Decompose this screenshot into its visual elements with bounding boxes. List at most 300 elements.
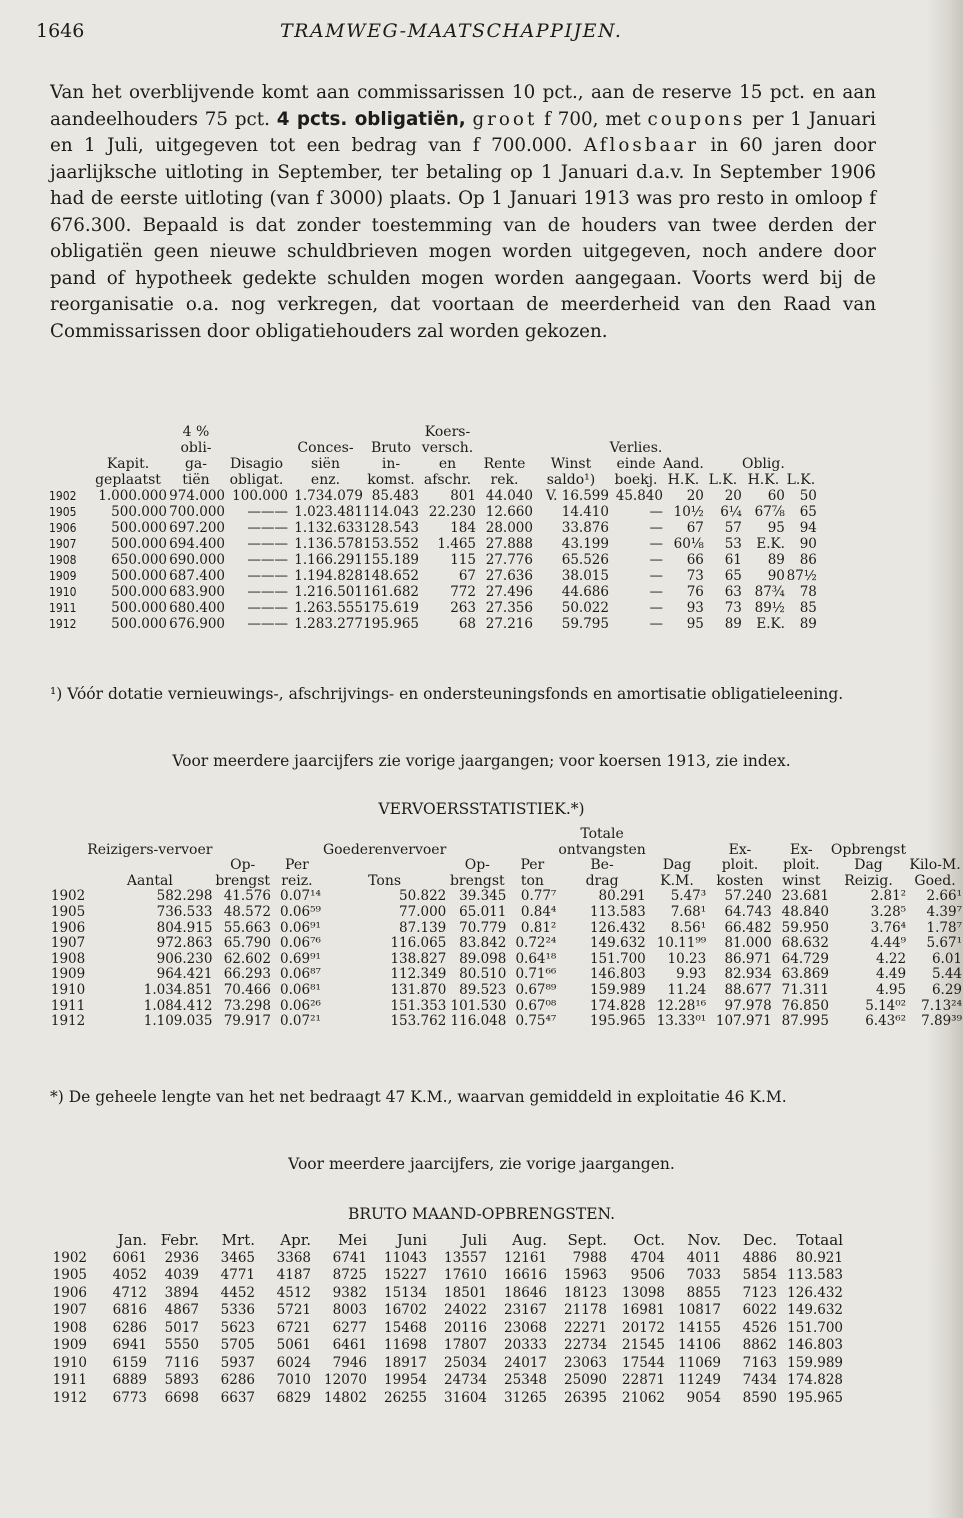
table-cell	[647, 827, 707, 843]
table-cell: Kilo-M.	[909, 857, 961, 874]
table-cell: 500.000	[111, 504, 167, 520]
table-cell: drag	[585, 872, 619, 889]
para-bold-heading: 4 pcts. obligatiën,	[276, 108, 466, 130]
table-row	[49, 967, 963, 983]
table-cell: 20	[686, 488, 704, 504]
table-cell: 94	[799, 520, 817, 536]
table-cell: 500.000	[111, 600, 167, 616]
table-cell: 0.06²⁶	[280, 997, 321, 1014]
table-cell: 20333	[504, 1337, 547, 1353]
table-header-cell: Totaal	[796, 1231, 843, 1249]
para-text-3: f 700, met	[537, 108, 648, 130]
table-cell	[272, 843, 322, 859]
table-cell: 1906	[52, 1284, 87, 1301]
table-header-cell: Juli	[461, 1231, 487, 1249]
para-spaced-1: groot	[472, 108, 538, 130]
table-cell: 76	[686, 584, 704, 600]
table-cell: 7.89³⁹	[921, 1013, 962, 1030]
table-cell: 38.015	[561, 568, 609, 584]
table-cell: 6.43⁶²	[865, 1013, 907, 1030]
table-cell: 680.400	[169, 600, 225, 616]
table-cell: 3.28⁵	[870, 903, 907, 920]
table-cell: 582.298	[156, 888, 213, 905]
table-cell: 22734	[564, 1337, 607, 1353]
table-cell: 76.850	[781, 997, 829, 1014]
table-cell: 2.66¹	[926, 888, 962, 905]
table-cell: 83.842	[459, 935, 507, 952]
table-cell: 146.803	[589, 966, 646, 983]
table-cell: 6941	[112, 1337, 147, 1353]
table-cell: 694.400	[169, 536, 225, 552]
table-cell: 4886	[742, 1249, 777, 1266]
table-cell	[647, 843, 707, 859]
table-cell: ga-	[184, 456, 208, 472]
table-cell	[49, 440, 89, 456]
table-cell: 3.76⁴	[870, 919, 907, 936]
table-cell: 14.410	[561, 504, 609, 520]
table-cell	[89, 424, 167, 440]
table-cell: brengst	[215, 872, 271, 889]
table-cell: 6773	[112, 1389, 147, 1406]
table-cell: 151.353	[390, 997, 447, 1014]
table-cell: 0.71⁶⁶	[515, 966, 557, 983]
table-cell: 67	[686, 520, 704, 536]
table-cell: 43.199	[561, 536, 609, 552]
table-cell	[89, 440, 167, 456]
table-cell: 4771	[220, 1267, 255, 1283]
monthly-revenue-title: BRUTO MAAND-OPBRENGSTEN.	[347, 1205, 616, 1223]
table-cell: 1908	[52, 1319, 87, 1336]
table-cell: 4526	[742, 1319, 777, 1336]
table-cell: 8855	[686, 1284, 721, 1301]
table-cell: 5.44	[931, 966, 962, 983]
table-cell: 27.636	[485, 568, 533, 584]
table-header-cell	[49, 1232, 89, 1250]
table-cell: 5937	[220, 1354, 255, 1371]
table-cell: K.M.	[660, 872, 694, 889]
table-cell: 93	[686, 600, 704, 616]
table-cell: 6022	[742, 1302, 777, 1318]
table-cell	[663, 424, 704, 440]
table-cell: 66.482	[724, 919, 772, 936]
table-cell: 6461	[332, 1337, 367, 1353]
table-cell	[507, 843, 557, 859]
table-cell: 1911	[50, 997, 86, 1014]
table-cell: 27.216	[485, 616, 533, 632]
table-cell: 33.876	[561, 520, 609, 536]
table-cell: Aantal	[126, 872, 173, 889]
table-cell: 25034	[444, 1354, 487, 1371]
table-cell: 149.632	[589, 935, 646, 952]
table-row	[49, 889, 963, 905]
table-cell: —	[649, 536, 663, 552]
table-cell: 4039	[164, 1267, 199, 1283]
table-cell: 13557	[444, 1249, 487, 1266]
table-cell: 1.034.851	[143, 981, 213, 998]
table-cell: 17807	[444, 1337, 487, 1353]
table-cell: 7946	[332, 1354, 367, 1371]
table-cell: 12.660	[485, 504, 533, 520]
table-cell: 23.681	[781, 888, 829, 905]
table-cell: 263	[450, 600, 476, 616]
table-cell: 5721	[276, 1302, 311, 1318]
table-cell: 1.283.277	[294, 616, 363, 632]
table-cell: 7123	[742, 1284, 777, 1301]
table-cell: 73	[686, 568, 704, 584]
table-row	[49, 600, 817, 616]
table-cell: 10.11⁹⁹	[656, 935, 707, 952]
table-cell: 16616	[504, 1267, 547, 1283]
table-cell: 676.900	[169, 616, 225, 632]
table-cell	[742, 424, 785, 440]
table-cell: 66	[686, 552, 704, 568]
table-cell: 65	[724, 568, 742, 584]
table-cell: 22271	[564, 1319, 607, 1336]
table-cell: 89.098	[459, 950, 507, 967]
table-cell: 86	[799, 552, 817, 568]
table-cell: 11069	[678, 1354, 721, 1371]
table-cell: 90	[799, 536, 817, 552]
table-cell: 28.000	[485, 520, 533, 536]
table-cell	[447, 827, 507, 843]
table-cell: 77.000	[399, 903, 447, 920]
table-cell: 15963	[564, 1267, 607, 1283]
table-cell: 0.06⁸⁷	[280, 966, 321, 983]
table-cell: 5893	[164, 1372, 199, 1388]
table-cell: 6816	[112, 1302, 147, 1318]
table-cell: 6.29	[931, 981, 962, 998]
table-row	[49, 1302, 845, 1320]
table-cell	[785, 424, 817, 440]
table-cell: 25348	[504, 1372, 547, 1388]
table-cell: 25090	[564, 1372, 607, 1388]
table-cell: 24017	[504, 1354, 547, 1371]
table-cell: 20172	[622, 1319, 665, 1336]
table-cell: 6721	[276, 1319, 311, 1336]
table-cell: Dag	[854, 857, 883, 874]
table-header-row	[49, 1232, 845, 1250]
table-cell: 57	[724, 520, 742, 536]
table-cell: —	[649, 504, 663, 520]
table-cell: 1.465	[437, 536, 476, 552]
para-spaced-2: coupons	[647, 108, 746, 130]
table-cell: 1906	[49, 521, 77, 535]
table-cell: 4452	[220, 1284, 255, 1301]
table-cell: —	[649, 552, 663, 568]
table-row	[49, 905, 963, 921]
table-cell: 1.132.633	[294, 520, 363, 536]
note-previous-years-2: Voor meerdere jaarcijfers, zie vorige jaargangen.	[288, 1155, 675, 1173]
table-cell: 68.632	[781, 935, 829, 952]
table-header-cell: Mrt.	[221, 1231, 255, 1249]
table-cell: 11249	[678, 1372, 721, 1388]
table-cell: 14802	[324, 1389, 367, 1406]
table-cell: 9506	[630, 1267, 665, 1283]
table-cell: 3894	[164, 1284, 199, 1301]
table-cell: 0.72²⁴	[515, 935, 557, 952]
table-cell	[742, 440, 785, 456]
table-cell: 1905	[49, 505, 77, 519]
table-cell: 1906	[50, 919, 86, 936]
table-cell: 801	[450, 488, 476, 504]
table-cell: 700.000	[169, 504, 225, 520]
table-cell: 50	[799, 488, 817, 504]
table-cell	[363, 424, 419, 440]
table-cell: 650.000	[111, 552, 167, 568]
table-cell	[49, 874, 86, 890]
table-cell: 1.109.035	[143, 1013, 213, 1030]
table-cell: H.K.	[747, 472, 780, 488]
table-cell: brengst	[449, 872, 505, 889]
table-cell: 39.345	[459, 888, 507, 905]
table-cell: 6741	[332, 1249, 367, 1266]
table-cell: 81.000	[724, 935, 772, 952]
table-header-cell: Juni	[396, 1231, 427, 1249]
table-cell: —	[649, 584, 663, 600]
table-cell: 59.950	[781, 919, 829, 936]
table-cell: L.K.	[708, 472, 738, 488]
table-header-row	[49, 827, 963, 843]
table-cell: 0.75⁴⁷	[515, 1013, 557, 1030]
table-cell: Goederenvervoer	[322, 841, 447, 858]
table-cell: H.K.	[667, 472, 700, 488]
table-cell: saldo¹)	[546, 472, 596, 488]
table-cell: 100.000	[232, 488, 288, 504]
table-cell: 195.965	[787, 1389, 843, 1406]
table-cell: 4.95	[876, 981, 907, 998]
table-cell: 87.139	[399, 919, 447, 936]
body-paragraph	[50, 80, 876, 345]
table-cell: tiën	[182, 472, 210, 488]
traffic-statistics-table	[49, 827, 963, 1030]
table-cell: 89½	[754, 600, 785, 616]
table-cell: 65.011	[459, 903, 507, 920]
table-cell	[907, 843, 963, 859]
table-cell: 11043	[384, 1249, 427, 1266]
table-cell: 146.803	[787, 1337, 843, 1353]
table-cell: 5.14⁰²	[865, 997, 907, 1014]
table-cell: 50.822	[399, 888, 447, 905]
table-cell: 80.921	[795, 1249, 843, 1266]
table-cell: 55.663	[223, 919, 271, 936]
table-cell	[707, 827, 773, 843]
table-cell	[533, 440, 609, 456]
table-cell: 7434	[742, 1372, 777, 1388]
table-cell: 6698	[164, 1389, 199, 1406]
table-cell: 23167	[504, 1302, 547, 1318]
table-cell: 8862	[742, 1337, 777, 1353]
table-cell: 6829	[276, 1389, 311, 1406]
table-cell: 5.67¹	[926, 935, 962, 952]
table-row	[49, 952, 963, 968]
table-cell: 174.828	[787, 1372, 843, 1388]
table-cell: 15227	[384, 1267, 427, 1283]
table-cell: 175.619	[363, 600, 419, 616]
table-cell: 8725	[332, 1267, 367, 1283]
table-row	[49, 1320, 845, 1338]
table-cell: 0.67⁸⁹	[515, 981, 557, 998]
table-cell: 151.700	[787, 1319, 843, 1336]
table-cell: 126.432	[787, 1284, 843, 1301]
table-cell	[49, 424, 89, 440]
vervoer-title: VERVOERSSTATISTIEK.*)	[378, 800, 585, 818]
table-cell: 1911	[49, 601, 77, 615]
table-cell: Verlies.	[609, 440, 663, 456]
table-cell: 15468	[384, 1319, 427, 1336]
table-cell	[322, 858, 447, 874]
table-cell: 500.000	[111, 584, 167, 600]
table-cell: 21178	[564, 1302, 607, 1318]
table-cell: komst.	[367, 472, 415, 488]
table-cell: ploit.	[783, 857, 820, 874]
table-header-row	[49, 424, 817, 440]
table-row	[49, 1267, 845, 1285]
table-cell: 4.44⁹	[870, 935, 907, 952]
table-row	[49, 552, 817, 568]
table-cell: 1907	[52, 1302, 87, 1318]
table-cell: 65	[799, 504, 817, 520]
table-cell: Per	[520, 857, 545, 874]
table-cell: Op-	[230, 857, 256, 874]
table-cell: 13098	[622, 1284, 665, 1301]
table-cell: 64.743	[724, 903, 772, 920]
table-cell: 1908	[49, 553, 77, 567]
table-cell: 6.01	[931, 950, 962, 967]
table-cell: siën	[311, 456, 340, 472]
table-cell: 86.971	[724, 950, 772, 967]
table-cell: 64.729	[781, 950, 829, 967]
table-cell: 1909	[50, 966, 86, 983]
table-cell: 10.23	[667, 950, 707, 967]
table-cell: 23063	[564, 1354, 607, 1371]
table-cell: 116.065	[390, 935, 447, 952]
table-cell: 1.78⁷	[926, 919, 962, 936]
table-cell: ———	[247, 568, 288, 584]
table-cell: 1.194.828	[294, 568, 363, 584]
table-cell: 149.632	[787, 1302, 843, 1318]
table-cell: L.K.	[786, 472, 816, 488]
para-text-1: Van het overblijvende komt aan commissarissen 10 pct., aan de reserve 15 pct. en aan aandeelhouders 75 pct.	[50, 82, 876, 130]
table-header-cell: Jan.	[117, 1231, 147, 1249]
table-cell: 16981	[622, 1302, 665, 1318]
table-cell: Disagio	[229, 456, 284, 472]
note-previous-years: Voor meerdere jaarcijfers zie vorige jaargangen; voor koersen 1913, zie index.	[172, 752, 791, 770]
table-cell: 195.965	[589, 1013, 646, 1030]
table-cell	[785, 456, 817, 472]
table-cell: 683.900	[169, 584, 225, 600]
table-cell: ———	[247, 584, 288, 600]
table-cell	[785, 440, 817, 456]
table-cell: 22871	[622, 1372, 665, 1388]
table-cell: 1910	[50, 981, 86, 998]
table-row	[49, 616, 817, 632]
table-cell: 1912	[49, 617, 77, 631]
table-cell: 1.734.079	[294, 488, 363, 504]
table-cell: ———	[247, 520, 288, 536]
table-cell: 964.421	[156, 966, 213, 983]
table-cell: 161.682	[363, 584, 419, 600]
table-header-row	[49, 440, 817, 456]
table-cell: rek.	[490, 472, 519, 488]
table-row	[49, 1285, 845, 1303]
table-cell: 2936	[164, 1249, 199, 1266]
table-cell: 1902	[50, 888, 86, 905]
table-row	[49, 536, 817, 552]
table-cell: 1910	[49, 585, 77, 599]
table-cell	[704, 456, 742, 472]
table-header-cell: Mei	[337, 1231, 367, 1249]
table-cell	[704, 424, 742, 440]
table-cell: 45.840	[615, 488, 663, 504]
table-cell: 974.000	[169, 488, 225, 504]
table-cell: 195.965	[363, 616, 419, 632]
table-cell: 27.496	[485, 584, 533, 600]
table-cell: 6061	[112, 1249, 147, 1266]
table-cell: 48.572	[223, 903, 271, 920]
table-cell: —	[649, 600, 663, 616]
table-cell: 112.349	[390, 966, 447, 983]
table-cell	[609, 424, 663, 440]
table-cell: Opbrengst	[830, 841, 907, 858]
table-row	[49, 983, 963, 999]
table-cell: ———	[247, 552, 288, 568]
para-text-5: in 60 jaren door jaarlijksche uitloting in September, ter betaling op 1 Januari d.a.v. In September 1906 had de eerste uitloting (van f 3000) plaats. Op 1 Januari 1913 was pro resto in omloop f 676.300. Bepaald is dat zonder toestemming van de houders van twee derden der obligatiën geen nieuwe schuldbrieven mogen worden uitgegeven, noch andere door pand of hypotheek gedekte schulden mogen worden aangegaan. Voorts werd bij de reorganisatie o.a. nog verkregen, dat voortaan de meerderheid van den Raad van Commissarissen door obligatiehouders zal worden gekozen.	[50, 135, 876, 342]
table-cell: 4187	[276, 1267, 311, 1283]
table-cell: 5854	[742, 1267, 777, 1283]
table-cell: boekj.	[614, 472, 658, 488]
table-cell: 1912	[50, 1013, 86, 1030]
table-cell: 126.432	[589, 919, 646, 936]
table-cell: 7033	[686, 1267, 721, 1283]
table-cell: 736.533	[156, 903, 213, 920]
table-cell: 14106	[678, 1337, 721, 1353]
table-cell: 87½	[786, 568, 817, 584]
table-cell: 4052	[112, 1267, 147, 1283]
table-cell: 9382	[332, 1284, 367, 1301]
table-cell: 4867	[164, 1302, 199, 1318]
table-cell: 7.68¹	[670, 903, 707, 920]
table-cell: 1.084.412	[143, 997, 213, 1014]
table-cell: einde	[616, 456, 656, 472]
table-cell	[213, 827, 272, 843]
table-cell: 44.686	[561, 584, 609, 600]
monthly-revenue-table	[49, 1232, 845, 1407]
table-row	[49, 936, 963, 952]
para-text-4: per 1 Januari en 1 Juli, uitgegeven tot een bedrag van f 700.000.	[50, 108, 877, 156]
table-cell: 11.24	[667, 981, 707, 998]
table-cell: 4512	[276, 1284, 311, 1301]
table-cell: 5550	[164, 1337, 199, 1353]
table-cell: 1905	[50, 903, 86, 920]
table-cell	[272, 827, 322, 843]
table-cell: winst	[782, 872, 821, 889]
table-cell: 16702	[384, 1302, 427, 1318]
table-cell: 17610	[444, 1267, 487, 1283]
table-row	[49, 520, 817, 536]
table-cell: 113.583	[787, 1267, 843, 1283]
table-cell: 0.06⁸¹	[280, 981, 321, 998]
table-header-row	[49, 858, 963, 874]
table-cell: 0.81²	[520, 919, 557, 936]
table-cell: Conces-	[297, 440, 354, 456]
table-cell: 1910	[52, 1354, 87, 1371]
table-cell: Tons	[368, 872, 402, 889]
table-cell: 1912	[52, 1389, 87, 1406]
table-cell: 1902	[52, 1249, 87, 1266]
table-cell: ton	[520, 872, 544, 889]
table-row	[49, 488, 817, 504]
table-cell: Rente	[483, 456, 526, 472]
